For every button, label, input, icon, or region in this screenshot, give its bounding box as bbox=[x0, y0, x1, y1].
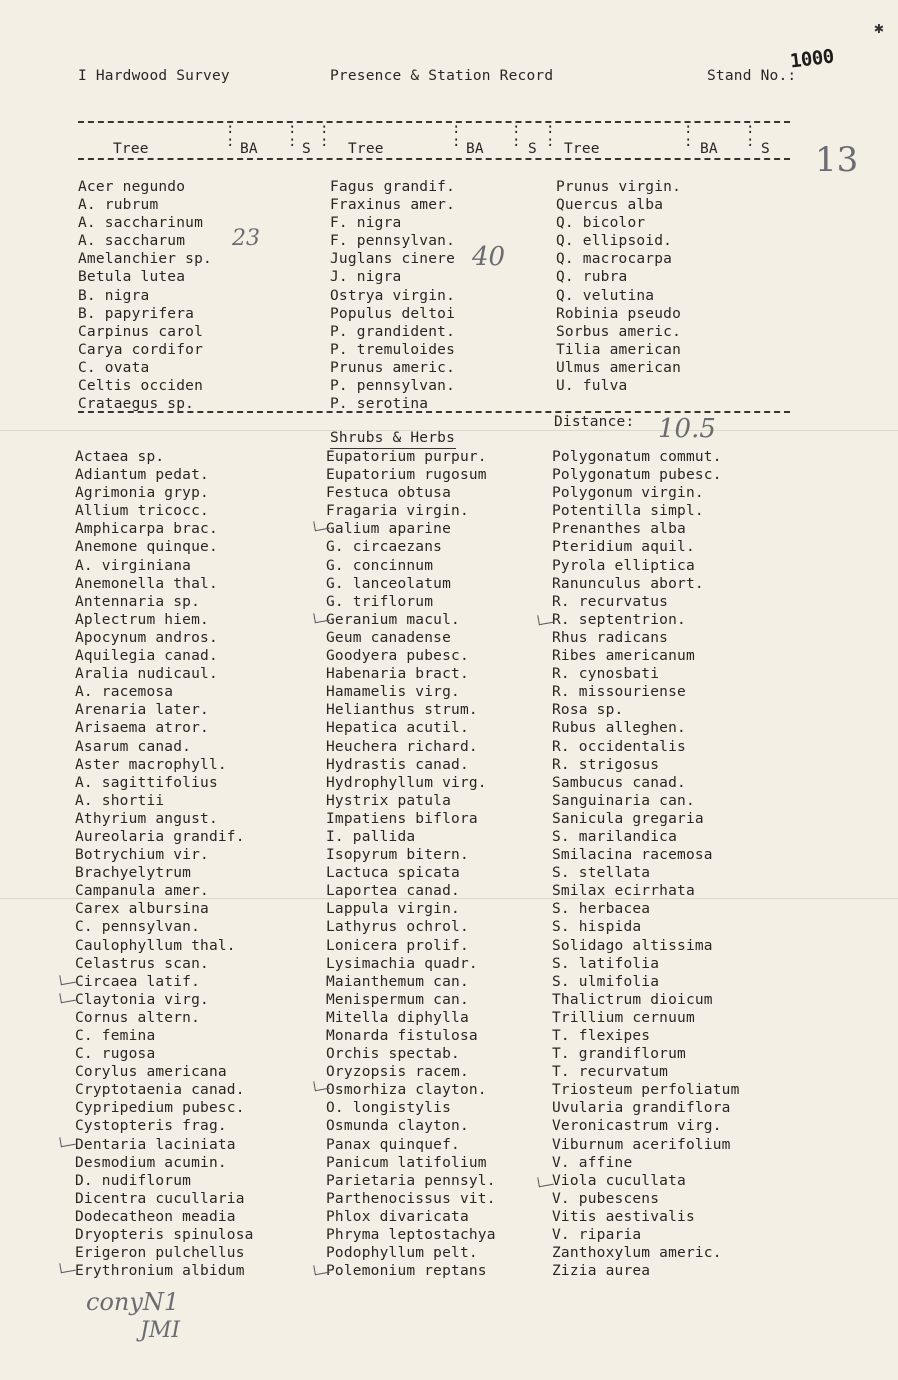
handwritten-initials: JMI bbox=[140, 1318, 181, 1343]
list-item: Betula lutea bbox=[78, 269, 186, 286]
tree-list-col3 bbox=[556, 178, 681, 395]
list-item: S. latifolia bbox=[552, 955, 660, 972]
list-item: Robinia pseudo bbox=[556, 305, 682, 322]
list-item: Polygonatum commut. bbox=[552, 449, 722, 465]
list-item: S. stellata bbox=[552, 865, 651, 882]
check-mark-icon bbox=[59, 1135, 76, 1147]
list-item: Isopyrum bitern. bbox=[326, 847, 469, 864]
list-item: Polygonatum pubesc. bbox=[552, 467, 722, 484]
list-item: Vitis aestivalis bbox=[552, 1208, 695, 1225]
separator-colon: : : bbox=[226, 121, 235, 150]
list-item: Athyrium angust. bbox=[75, 810, 218, 827]
list-item: A. racemosa bbox=[75, 684, 174, 701]
list-item: Hamamelis virg. bbox=[326, 684, 460, 701]
tree-list-col1 bbox=[78, 178, 212, 413]
list-item: Arenaria later. bbox=[75, 702, 209, 719]
check-mark-icon bbox=[59, 1261, 76, 1273]
list-item: C. ovata bbox=[78, 359, 150, 376]
list-item: Smilacina racemosa bbox=[552, 847, 713, 864]
list-item: F. pennsylvan. bbox=[330, 233, 456, 250]
list-item: Impatiens biflora bbox=[326, 810, 478, 827]
list-item: Potentilla simpl. bbox=[552, 503, 704, 520]
list-item: Zizia aurea bbox=[552, 1263, 651, 1280]
list-item: Q. rubra bbox=[556, 269, 628, 286]
list-item: Dicentra cucullaria bbox=[75, 1190, 245, 1207]
list-item: I. pallida bbox=[326, 828, 416, 845]
list-item: Prenanthes alba bbox=[552, 521, 686, 538]
handwritten-s-total: 13 bbox=[815, 140, 859, 180]
list-item: Polygonum virgin. bbox=[552, 485, 704, 502]
list-item: Festuca obtusa bbox=[326, 485, 452, 502]
list-item: Heuchera richard. bbox=[326, 738, 478, 755]
col-header-s: S bbox=[528, 141, 537, 157]
list-item: Antennaria sp. bbox=[75, 593, 201, 610]
list-item: Sambucus canad. bbox=[552, 774, 686, 791]
list-item: A. saccharum bbox=[78, 233, 186, 250]
list-item: Carex albursina bbox=[75, 901, 209, 918]
list-item: Erythronium albidum bbox=[75, 1263, 245, 1280]
list-item: R. strigosus bbox=[552, 756, 660, 773]
list-item: Arisaema atror. bbox=[75, 720, 209, 737]
list-item: Aquilegia canad. bbox=[75, 648, 218, 665]
list-item: Phlox divaricata bbox=[326, 1208, 469, 1225]
list-item: G. lanceolatum bbox=[326, 575, 452, 592]
list-item: O. longistylis bbox=[326, 1100, 452, 1117]
list-item: G. circaezans bbox=[326, 539, 443, 556]
list-item: Rubus alleghen. bbox=[552, 720, 686, 737]
list-item: Hydrastis canad. bbox=[326, 756, 469, 773]
list-item: Tilia american bbox=[556, 341, 682, 358]
list-item: Fagus grandif. bbox=[330, 179, 456, 195]
list-item: S. marilandica bbox=[552, 828, 678, 845]
list-item: G. triflorum bbox=[326, 593, 434, 610]
list-item: Ulmus american bbox=[556, 359, 682, 376]
list-item: R. cynosbati bbox=[552, 666, 660, 683]
list-item: Caulophyllum thal. bbox=[75, 937, 236, 954]
check-mark-icon bbox=[59, 991, 76, 1003]
list-item: B. nigra bbox=[78, 287, 150, 304]
list-item: Q. bicolor bbox=[556, 215, 646, 232]
list-item: Dodecatheon meadia bbox=[75, 1208, 236, 1225]
list-item: A. saccharinum bbox=[78, 215, 204, 232]
handwritten-ba-juglans: 40 bbox=[472, 242, 506, 272]
list-item: Monarda fistulosa bbox=[326, 1028, 478, 1044]
col-header-ba: BA bbox=[700, 141, 718, 157]
list-item: Sorbus americ. bbox=[556, 323, 682, 340]
header-divider bbox=[78, 158, 790, 160]
list-item: Q. macrocarpa bbox=[556, 251, 673, 268]
list-item: Lappula virgin. bbox=[326, 901, 460, 918]
list-item: Fragaria virgin. bbox=[326, 503, 469, 520]
separator-colon: : : bbox=[320, 121, 329, 150]
list-item: Claytonia virg. bbox=[75, 991, 209, 1008]
list-item: Cystopteris frag. bbox=[75, 1118, 227, 1135]
col-header-tree: Tree bbox=[348, 141, 384, 157]
list-item: Rosa sp. bbox=[552, 702, 624, 719]
col-header-tree: Tree bbox=[113, 141, 149, 157]
list-item: Geum canadense bbox=[326, 629, 452, 646]
list-item: D. nudiflorum bbox=[75, 1172, 192, 1189]
list-item: Circaea latif. bbox=[75, 973, 201, 990]
herb-list-col2 bbox=[326, 448, 496, 1280]
list-item: Ostrya virgin. bbox=[330, 287, 456, 304]
herb-list-col3 bbox=[552, 448, 740, 1280]
list-item: Erigeron pulchellus bbox=[75, 1245, 245, 1262]
list-item: Dentaria laciniata bbox=[75, 1136, 236, 1153]
list-item: Quercus alba bbox=[556, 197, 664, 214]
check-mark-icon bbox=[59, 973, 76, 985]
list-item: Panax quinquef. bbox=[326, 1136, 460, 1153]
separator-colon: : : bbox=[288, 121, 297, 150]
list-item: Botrychium vir. bbox=[75, 847, 209, 864]
list-item: A. shortii bbox=[75, 792, 165, 809]
list-item: Geranium macul. bbox=[326, 611, 460, 628]
list-item: Cypripedium pubesc. bbox=[75, 1100, 245, 1117]
list-item: V. pubescens bbox=[552, 1190, 660, 1207]
list-item: Lactuca spicata bbox=[326, 865, 460, 882]
list-item: R. occidentalis bbox=[552, 738, 686, 755]
list-item: Veronicastrum virg. bbox=[552, 1118, 722, 1135]
list-item: Acer negundo bbox=[78, 179, 186, 195]
separator-colon: : : bbox=[746, 121, 755, 150]
list-item: R. recurvatus bbox=[552, 593, 669, 610]
list-item: C. femina bbox=[75, 1028, 156, 1044]
list-item: T. grandiflorum bbox=[552, 1046, 686, 1063]
list-item: Hepatica acutil. bbox=[326, 720, 469, 737]
list-item: Carya cordifor bbox=[78, 341, 204, 358]
list-item: Helianthus strum. bbox=[326, 702, 478, 719]
list-item: Asarum canad. bbox=[75, 738, 192, 755]
list-item: Pteridium aquil. bbox=[552, 539, 695, 556]
list-item: A. virginiana bbox=[75, 557, 192, 574]
list-item: R. missouriense bbox=[552, 684, 686, 701]
list-item: Laportea canad. bbox=[326, 883, 460, 900]
list-item: Ribes americanum bbox=[552, 648, 695, 665]
list-item: V. affine bbox=[552, 1154, 633, 1171]
list-item: Populus deltoi bbox=[330, 305, 456, 322]
list-item: V. riparia bbox=[552, 1227, 642, 1244]
list-item: Prunus americ. bbox=[330, 359, 456, 376]
list-item: Galium aparine bbox=[326, 521, 452, 538]
stand-number: 1000 bbox=[788, 45, 835, 73]
list-item: Triosteum perfoliatum bbox=[552, 1082, 740, 1099]
list-item: S. herbacea bbox=[552, 901, 651, 918]
list-item: P. serotina bbox=[330, 396, 429, 413]
list-item: Panicum latifolium bbox=[326, 1154, 487, 1171]
list-item: P. tremuloides bbox=[330, 341, 456, 358]
list-item: J. nigra bbox=[330, 269, 402, 286]
list-item: Amelanchier sp. bbox=[78, 251, 212, 268]
list-item: Polemonium reptans bbox=[326, 1263, 487, 1280]
list-item: G. concinnum bbox=[326, 557, 434, 574]
list-item: A. rubrum bbox=[78, 197, 159, 214]
list-item: Apocynum andros. bbox=[75, 629, 218, 646]
list-item: Ranunculus abort. bbox=[552, 575, 704, 592]
list-item: Amphicarpa brac. bbox=[75, 521, 218, 538]
list-item: C. rugosa bbox=[75, 1046, 156, 1063]
list-item: Aplectrum hiem. bbox=[75, 611, 209, 628]
separator-colon: : : bbox=[452, 121, 461, 150]
list-item: P. pennsylvan. bbox=[330, 378, 456, 395]
list-item: Celtis occiden bbox=[78, 378, 204, 395]
list-item: Trillium cernuum bbox=[552, 1009, 695, 1026]
list-item: Dryopteris spinulosa bbox=[75, 1227, 254, 1244]
list-item: Uvularia grandiflora bbox=[552, 1100, 731, 1117]
col-header-s: S bbox=[302, 141, 311, 157]
stand-label: Stand No.: bbox=[707, 68, 797, 84]
list-item: Agrimonia gryp. bbox=[75, 485, 209, 502]
list-item: P. grandident. bbox=[330, 323, 456, 340]
list-item: Q. velutina bbox=[556, 287, 655, 304]
form-title: I Hardwood Survey bbox=[78, 68, 230, 84]
list-item: Actaea sp. bbox=[75, 449, 165, 465]
list-item: Zanthoxylum americ. bbox=[552, 1245, 722, 1262]
list-item: Goodyera pubesc. bbox=[326, 648, 469, 665]
list-item: A. sagittifolius bbox=[75, 774, 218, 791]
list-item: Allium tricocc. bbox=[75, 503, 209, 520]
col-header-s: S bbox=[761, 141, 770, 157]
list-item: Menispermum can. bbox=[326, 991, 469, 1008]
separator-colon: : : bbox=[684, 121, 693, 150]
list-item: Smilax ecirrhata bbox=[552, 883, 695, 900]
list-item: Cornus altern. bbox=[75, 1009, 201, 1026]
list-item: Lysimachia quadr. bbox=[326, 955, 478, 972]
list-item: Prunus virgin. bbox=[556, 179, 682, 195]
herb-list-col1 bbox=[75, 448, 254, 1280]
list-item: S. hispida bbox=[552, 919, 642, 936]
form-subtitle: Presence & Station Record bbox=[330, 68, 554, 84]
list-item: B. papyrifera bbox=[78, 305, 195, 322]
list-item: Corylus americana bbox=[75, 1064, 227, 1081]
list-item: Sanicula gregaria bbox=[552, 810, 704, 827]
list-item: Q. ellipsoid. bbox=[556, 233, 673, 250]
list-item: Aureolaria grandif. bbox=[75, 828, 245, 845]
col-header-ba: BA bbox=[240, 141, 258, 157]
list-item: S. ulmifolia bbox=[552, 973, 660, 990]
list-item: F. nigra bbox=[330, 215, 402, 232]
list-item: Eupatorium purpur. bbox=[326, 449, 487, 465]
list-item: Hystrix patula bbox=[326, 792, 452, 809]
list-item: Sanguinaria can. bbox=[552, 792, 695, 809]
col-header-tree: Tree bbox=[564, 141, 600, 157]
handwritten-ba-acer: 23 bbox=[232, 226, 260, 251]
list-item: T. recurvatum bbox=[552, 1064, 669, 1081]
list-item: Adiantum pedat. bbox=[75, 467, 209, 484]
list-item: Campanula amer. bbox=[75, 883, 209, 900]
tree-list-col2 bbox=[330, 178, 455, 413]
list-item: Carpinus carol bbox=[78, 323, 204, 340]
list-item: Anemonella thal. bbox=[75, 575, 218, 592]
separator-colon: : : bbox=[546, 121, 555, 150]
list-item: Eupatorium rugosum bbox=[326, 467, 487, 484]
list-item: Maianthemum can. bbox=[326, 973, 469, 990]
list-item: Viburnum acerifolium bbox=[552, 1136, 731, 1153]
list-item: Crataegus sp. bbox=[78, 396, 195, 413]
list-item: Aralia nudicaul. bbox=[75, 666, 218, 683]
list-item: Rhus radicans bbox=[552, 629, 669, 646]
list-item: Osmunda clayton. bbox=[326, 1118, 469, 1135]
handwritten-distance: 10.5 bbox=[658, 414, 716, 444]
list-item: Brachyelytrum bbox=[75, 865, 192, 882]
list-item: Hydrophyllum virg. bbox=[326, 774, 487, 791]
list-item: T. flexipes bbox=[552, 1028, 651, 1044]
list-item: Mitella diphylla bbox=[326, 1009, 469, 1026]
separator-colon: : : bbox=[512, 121, 521, 150]
list-item: Lathyrus ochrol. bbox=[326, 919, 469, 936]
list-item: Oryzopsis racem. bbox=[326, 1064, 469, 1081]
list-item: Cryptotaenia canad. bbox=[75, 1082, 245, 1099]
list-item: Anemone quinque. bbox=[75, 539, 218, 556]
list-item: Viola cucullata bbox=[552, 1172, 686, 1189]
list-item: Lonicera prolif. bbox=[326, 937, 469, 954]
list-item: Habenaria bract. bbox=[326, 666, 469, 683]
list-item: Pyrola elliptica bbox=[552, 557, 695, 574]
list-item: C. pennsylvan. bbox=[75, 919, 201, 936]
list-item: Desmodium acumin. bbox=[75, 1154, 227, 1171]
section-divider bbox=[78, 411, 790, 413]
list-item: Orchis spectab. bbox=[326, 1046, 460, 1063]
list-item: R. septentrion. bbox=[552, 611, 686, 628]
distance-label: Distance: bbox=[554, 414, 635, 430]
handwritten-note: conyN1 bbox=[86, 1288, 180, 1316]
col-header-ba: BA bbox=[466, 141, 484, 157]
list-item: Podophyllum pelt. bbox=[326, 1245, 478, 1262]
list-item: Aster macrophyll. bbox=[75, 756, 227, 773]
list-item: Celastrus scan. bbox=[75, 955, 209, 972]
corner-mark-icon: ✱ bbox=[874, 18, 884, 37]
list-item: Juglans cinere bbox=[330, 251, 456, 268]
list-item: Phryma leptostachya bbox=[326, 1227, 496, 1244]
list-item: Thalictrum dioicum bbox=[552, 991, 713, 1008]
list-item: Fraxinus amer. bbox=[330, 197, 456, 214]
paper-fold bbox=[0, 898, 898, 899]
list-item: Parietaria pennsyl. bbox=[326, 1172, 496, 1189]
list-item: Osmorhiza clayton. bbox=[326, 1082, 487, 1099]
list-item: Solidago altissima bbox=[552, 937, 713, 954]
shrubs-heading: Shrubs & Herbs bbox=[330, 430, 456, 446]
paper-fold bbox=[0, 430, 898, 431]
list-item: Parthenocissus vit. bbox=[326, 1190, 496, 1207]
list-item: U. fulva bbox=[556, 378, 628, 395]
